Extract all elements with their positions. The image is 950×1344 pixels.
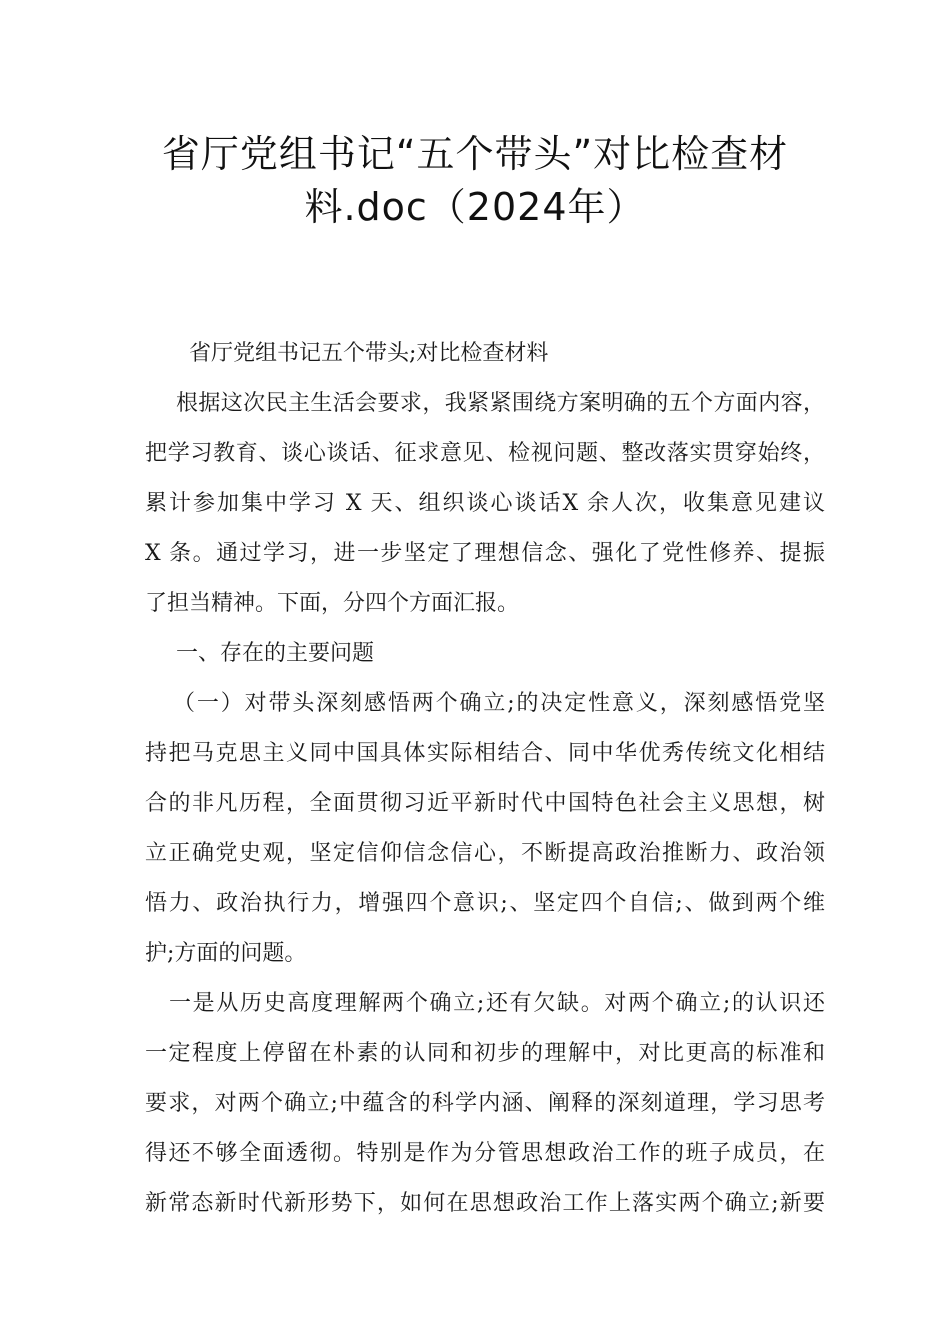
- paragraph-line: 一定程度上停留在朴素的认同和初步的理解中，对比更高的标准和: [145, 1041, 825, 1066]
- paragraph-line: 了担当精神。下面，分四个方面汇报。: [145, 591, 520, 616]
- paragraph-line: 立正确党史观，坚定信仰信念信心，不断提高政治推断力、政治领: [145, 841, 825, 866]
- paragraph-line: 新常态新时代新形势下，如何在思想政治工作上落实两个确立;新要: [145, 1191, 825, 1216]
- title-line-1: 省厅党组书记“五个带头”对比检查材: [161, 132, 789, 176]
- paragraph-line: X 条。通过学习，进一步坚定了理想信念、强化了党性修养、提振: [145, 541, 825, 566]
- paragraph-line: 护;方面的问题。: [145, 941, 307, 966]
- paragraph-line: 悟力、政治执行力，增强四个意识;、坚定四个自信;、做到两个维: [145, 891, 825, 916]
- paragraph-line: 持把马克思主义同中国具体实际相结合、同中华优秀传统文化相结: [145, 741, 825, 766]
- paragraph-line: 合的非凡历程，全面贯彻习近平新时代中国特色社会主义思想，树: [145, 791, 825, 816]
- paragraph-line: （一）对带头深刻感悟两个确立;的决定性意义，深刻感悟党坚: [173, 691, 825, 716]
- document-title: [120, 128, 830, 234]
- paragraph-line: 要求，对两个确立;中蕴含的科学内涵、阐释的深刻道理，学习思考: [145, 1091, 825, 1116]
- paragraph-line: 累计参加集中学习 X 天、组织谈心谈话X 余人次，收集意见建议: [145, 491, 825, 516]
- title-line-2: 料.doc（2024年）: [304, 185, 646, 229]
- paragraph-line: 一是从历史高度理解两个确立;还有欠缺。对两个确立;的认识还: [169, 991, 825, 1016]
- paragraph-line: 根据这次民主生活会要求，我紧紧围绕方案明确的五个方面内容，: [176, 391, 825, 416]
- paragraph-line: 得还不够全面透彻。特别是作为分管思想政治工作的班子成员，在: [145, 1141, 825, 1166]
- paragraph-line: 把学习教育、谈心谈话、征求意见、检视问题、整改落实贯穿始终，: [145, 441, 825, 466]
- document-body: [145, 329, 825, 1229]
- section-heading: 一、存在的主要问题: [176, 641, 375, 666]
- subtitle-line: 省厅党组书记五个带头;对比检查材料: [189, 341, 549, 366]
